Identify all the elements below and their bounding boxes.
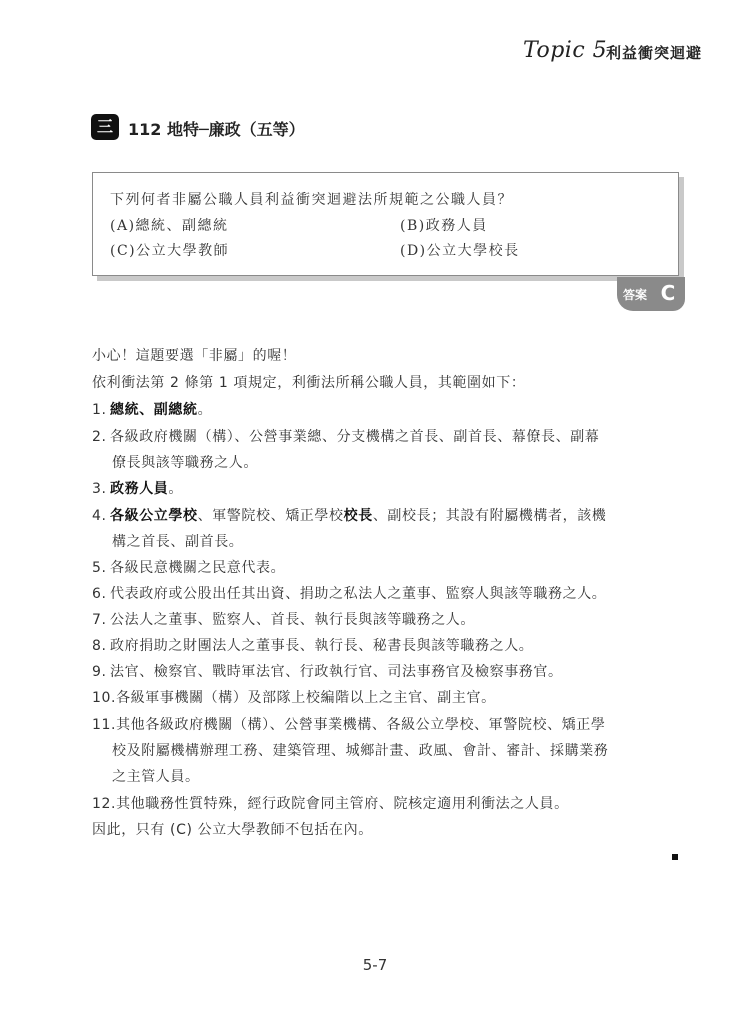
answer-value: C [660,281,676,305]
list-item-7: 7. 公法人之董事、監察人、首長、執行長與該等職務之人。 [92,612,475,628]
answer-label: 答案 [623,288,648,302]
section-badge: 三 [91,114,119,140]
question-box [92,172,679,276]
list-item-8: 8. 政府捐助之財團法人之董事長、執行長、秘書長與該等職務之人。 [92,638,534,654]
page-number: 5-7 [362,956,388,974]
list-item-11-cont-2: 之主管人員。 [112,769,200,785]
list-item-11-cont-1: 校及附屬機構辦理工務、建築管理、城鄉計畫、政風、會計、審計、採購業務 [112,743,609,759]
list-item-5: 5. 各級民意機關之民意代表。 [92,560,286,576]
list-item-9: 9. 法官、檢察官、戰時軍法官、行政執行官、司法事務官及檢察事務官。 [92,664,563,680]
list-item-1: 1. 總統、副總統。 [92,402,213,418]
end-of-answer-mark [672,854,678,860]
list-item-12: 12.其他職務性質特殊，經行政院會同主管府、院核定適用利衝法之人員。 [92,796,569,812]
option-a: (A)總統、副總統 [110,218,229,234]
list-item-4-cont: 構之首長、副首長。 [112,534,244,550]
list-item-3: 3. 政務人員。 [92,481,184,497]
header-chapter-title: 利益衝突迴避 [606,44,703,62]
section-title: 112 地特─廉政（五等） [128,120,305,139]
list-item-6: 6. 代表政府或公股出任其出資、捐助之私法人之董事、監察人與該等職務之人。 [92,586,607,602]
option-d: (D)公立大學校長 [400,243,520,259]
header-topic-label: Topic 5 [523,38,608,63]
question-text: 下列何者非屬公職人員利益衝突迴避法所規範之公職人員？ [110,192,513,208]
list-item-2-cont: 僚長與該等職務之人。 [112,455,258,471]
explanation-intro-2: 依利衝法第 2 條第 1 項規定，利衝法所稱公職人員，其範圍如下： [92,375,526,391]
list-item-4: 4. 各級公立學校、軍警院校、矯正學校校長、副校長；其設有附屬機構者，該機 [92,508,607,524]
explanation-intro-1: 小心！這題要選「非屬」的喔！ [92,348,297,364]
list-item-2: 2. 各級政府機關（構）、公營事業總、分支機構之首長、副首長、幕僚長、副幕 [92,429,600,445]
option-b: (B)政務人員 [400,218,488,234]
option-c: (C)公立大學教師 [110,243,230,259]
list-item-11: 11.其他各級政府機關（構）、公營事業機構、各級公立學校、軍警院校、矯正學 [92,717,606,733]
answer-badge [617,277,685,311]
explanation-conclusion: 因此，只有 (C) 公立大學教師不包括在內。 [92,822,373,838]
list-item-10: 10.各級軍事機關（構）及部隊上校編階以上之主官、副主官。 [92,690,496,706]
